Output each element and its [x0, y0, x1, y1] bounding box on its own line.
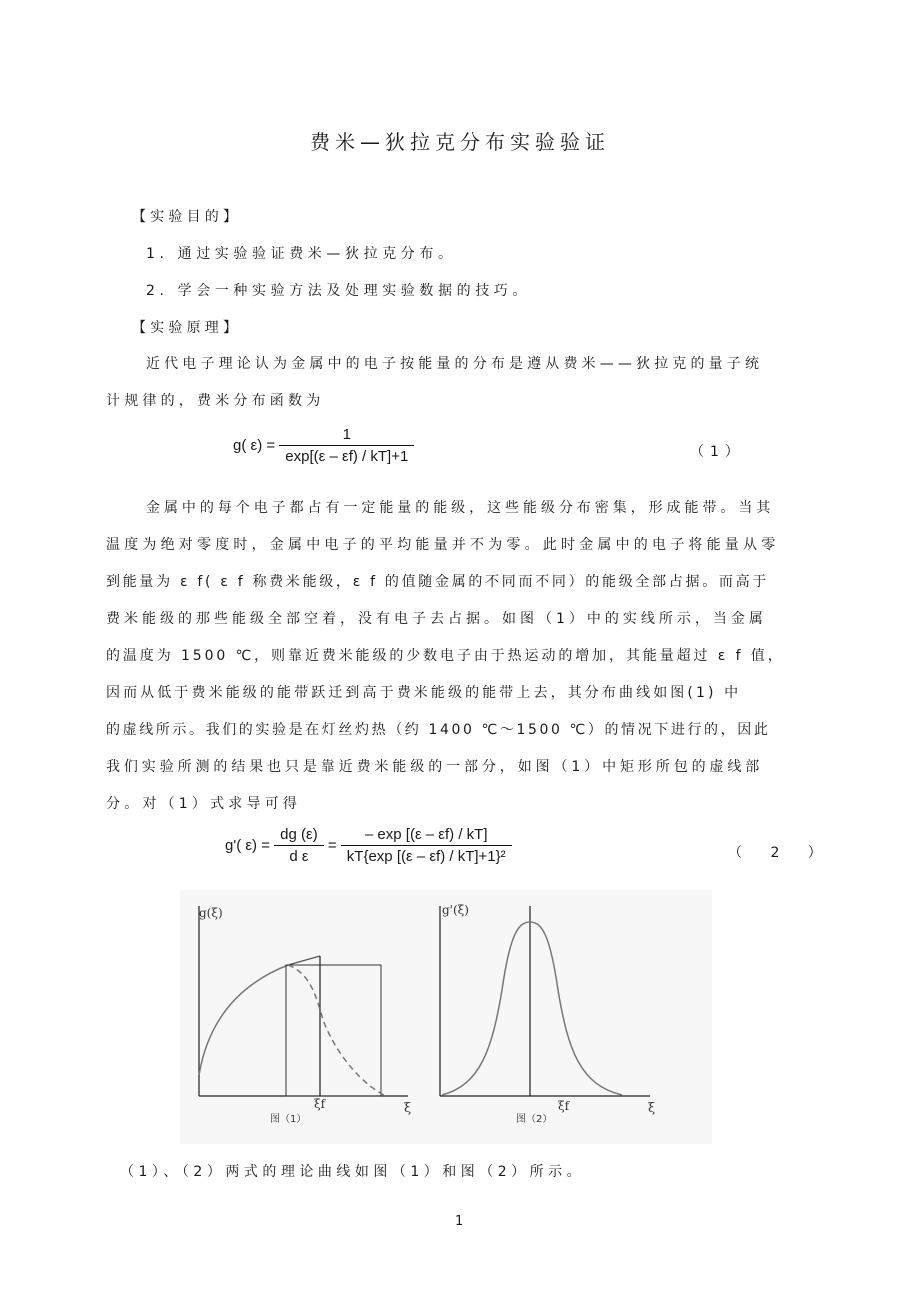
derivative-denominator: d ε — [289, 848, 309, 865]
equation-derivative — [274, 826, 324, 865]
section-heading-principle: 【实验原理】 — [132, 320, 242, 336]
paragraph-line: 计规律的，费米分布函数为 — [106, 393, 325, 409]
equation-numerator: 1 — [279, 426, 414, 446]
figure-panel — [180, 890, 712, 1144]
paragraph-line: 的虚线所示。我们的实验是在灯丝灼热（约 1400 ℃～1500 ℃）的情况下进行的，因此 — [106, 722, 771, 738]
figure-1-rectangle — [286, 965, 381, 1096]
purpose-item: 1. 通过实验验证费米—狄拉克分布。 — [146, 246, 457, 262]
figure-2-curve — [442, 922, 622, 1095]
equation-2 — [225, 826, 512, 865]
paragraph-line: 因而从低于费米能级的能带跃迁到高于费米能级的能带上去，其分布曲线如图(1) 中 — [106, 685, 742, 701]
equation-lhs: g'( ε) = — [225, 837, 270, 854]
figure-2-xlabel: ξ — [648, 1101, 656, 1116]
paragraph-line: 到能量为 ε f( ε f 称费米能级，ε f 的值随金属的不同而不同）的能级全部占据。而高于 — [106, 574, 769, 590]
section-heading-purpose: 【实验目的】 — [132, 209, 242, 225]
figure-1-xlabel: ξ — [404, 1101, 412, 1116]
figure-1-t0-curve — [288, 956, 320, 965]
page-title: 费米—狄拉克分布实验验证 — [310, 130, 610, 154]
equation-1 — [233, 426, 414, 465]
figure-1-fermi-label: ξf — [314, 1097, 326, 1111]
paragraph-line: 分。对（1）式求导可得 — [106, 796, 302, 812]
figure-1-solid-curve — [199, 965, 288, 1075]
paragraph-line: 我们实验所测的结果也只是靠近费米能级的一部分，如图（1）中矩形所包的虚线部 — [106, 759, 764, 775]
closing-text: （1）、（2）两式的理论曲线如图（1）和图（2）所示。 — [120, 1164, 586, 1180]
equation-denominator: kT{exp [(ε – εf) / kT]+1}² — [346, 848, 506, 865]
purpose-item: 2. 学会一种实验方法及处理实验数据的技巧。 — [146, 283, 532, 299]
figure-1-ylabel: g(ξ) — [199, 906, 223, 920]
equation-number: （ 2 ） — [728, 845, 834, 861]
derivative-numerator: dg (ε) — [274, 826, 324, 846]
figures-svg — [180, 890, 712, 1144]
paragraph-line: 费米能级的那些能级全部空着，没有电子去占据。如图（1）中的实线所示，当金属 — [106, 611, 767, 627]
figure-2 — [440, 903, 655, 1125]
figure-2-fermi-label: ξf — [558, 1099, 570, 1113]
equation-fraction — [341, 826, 512, 865]
page-number: 1 — [455, 1214, 464, 1229]
equation-equals: = — [327, 837, 337, 854]
equation-denominator: exp[(ε – εf) / kT]+1 — [285, 448, 409, 465]
paragraph-line: 金属中的每个电子都占有一定能量的能级，这些能级分布密集，形成能带。当其 — [146, 500, 775, 516]
equation-fraction — [279, 426, 414, 465]
paragraph-line: 的温度为 1500 ℃，则靠近费米能级的少数电子由于热运动的增加，其能量超过 ε f 值， — [106, 648, 785, 664]
figure-1 — [199, 906, 411, 1125]
equation-number: （1） — [690, 444, 745, 460]
equation-numerator: – exp [(ε – εf) / kT] — [341, 826, 512, 846]
figure-1-caption: 图（1） — [270, 1114, 307, 1125]
paragraph-line: 温度为绝对零度时，金属中电子的平均能量并不为零。此时金属中的电子将能量从零 — [106, 537, 780, 553]
paragraph-line: 近代电子理论认为金属中的电子按能量的分布是遵从费米——狄拉克的量子统 — [146, 356, 764, 372]
figure-2-caption: 图（2） — [516, 1114, 553, 1125]
figure-2-ylabel: g'(ξ) — [442, 903, 469, 917]
equation-lhs: g( ε) = — [233, 437, 276, 454]
figure-1-dashed-curve — [288, 965, 386, 1096]
